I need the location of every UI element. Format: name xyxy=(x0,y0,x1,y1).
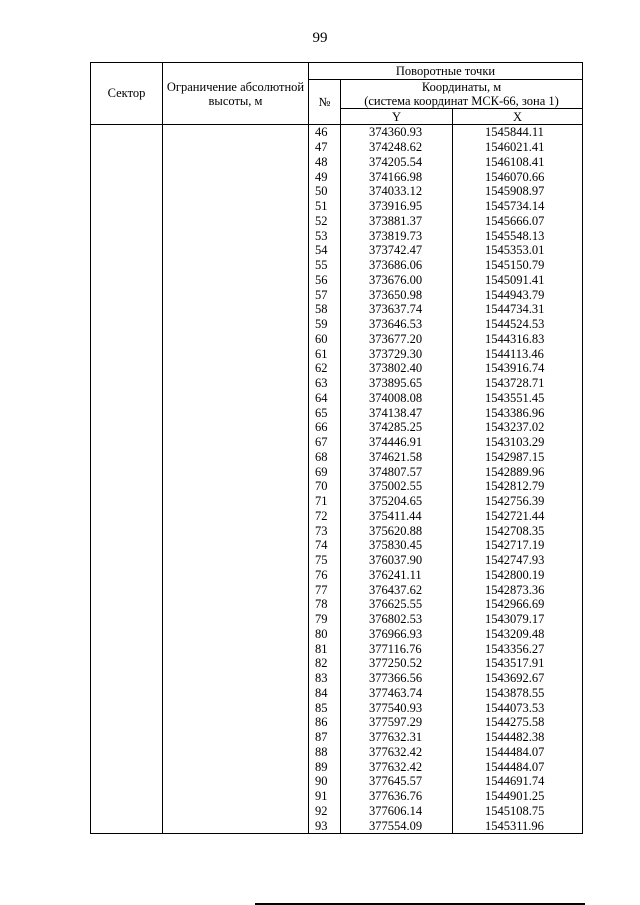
coordinate-y-cell: 373881.37 xyxy=(341,214,453,229)
coordinate-y-cell: 373895.65 xyxy=(341,376,453,391)
header-x: X xyxy=(453,109,583,125)
coordinate-x-cell: 1545908.97 xyxy=(453,184,583,199)
coordinate-y-cell: 374166.98 xyxy=(341,169,453,184)
header-number: № xyxy=(309,80,341,125)
point-number-cell: 50 xyxy=(309,184,341,199)
coordinate-y-cell: 377554.09 xyxy=(341,818,453,833)
header-coordinates-line1: Координаты, м xyxy=(421,80,502,94)
coordinate-y-cell: 374621.58 xyxy=(341,450,453,465)
coordinate-y-cell: 373650.98 xyxy=(341,287,453,302)
coordinate-x-cell: 1545548.13 xyxy=(453,228,583,243)
point-number-cell: 56 xyxy=(309,273,341,288)
coordinates-table xyxy=(90,62,583,834)
coordinate-y-cell: 373686.06 xyxy=(341,258,453,273)
point-number-cell: 78 xyxy=(309,597,341,612)
point-number-cell: 67 xyxy=(309,435,341,450)
coordinate-x-cell: 1543237.02 xyxy=(453,420,583,435)
coordinate-y-cell: 377606.14 xyxy=(341,804,453,819)
coordinate-y-cell: 373742.47 xyxy=(341,243,453,258)
coordinate-y-cell: 376625.55 xyxy=(341,597,453,612)
point-number-cell: 87 xyxy=(309,730,341,745)
point-number-cell: 83 xyxy=(309,671,341,686)
coordinate-x-cell: 1543209.48 xyxy=(453,627,583,642)
table-row xyxy=(91,125,583,140)
header-y: Y xyxy=(341,109,453,125)
point-number-cell: 81 xyxy=(309,641,341,656)
coordinate-x-cell: 1543356.27 xyxy=(453,641,583,656)
coordinate-y-cell: 373637.74 xyxy=(341,302,453,317)
coordinate-x-cell: 1544901.25 xyxy=(453,789,583,804)
coordinate-y-cell: 375002.55 xyxy=(341,479,453,494)
header-turning-points: Поворотные точки xyxy=(309,63,583,80)
coordinate-y-cell: 374205.54 xyxy=(341,155,453,170)
coordinate-y-cell: 377463.74 xyxy=(341,686,453,701)
coordinate-y-cell: 377597.29 xyxy=(341,715,453,730)
point-number-cell: 71 xyxy=(309,494,341,509)
coordinate-x-cell: 1543517.91 xyxy=(453,656,583,671)
point-number-cell: 68 xyxy=(309,450,341,465)
point-number-cell: 88 xyxy=(309,745,341,760)
point-number-cell: 89 xyxy=(309,759,341,774)
point-number-cell: 62 xyxy=(309,361,341,376)
point-number-cell: 72 xyxy=(309,509,341,524)
coordinate-y-cell: 377250.52 xyxy=(341,656,453,671)
point-number-cell: 75 xyxy=(309,553,341,568)
coordinate-x-cell: 1546070.66 xyxy=(453,169,583,184)
point-number-cell: 90 xyxy=(309,774,341,789)
point-number-cell: 91 xyxy=(309,789,341,804)
point-number-cell: 61 xyxy=(309,346,341,361)
coordinate-x-cell: 1546021.41 xyxy=(453,140,583,155)
coordinate-x-cell: 1543916.74 xyxy=(453,361,583,376)
coordinate-y-cell: 373676.00 xyxy=(341,273,453,288)
coordinate-y-cell: 376802.53 xyxy=(341,612,453,627)
point-number-cell: 64 xyxy=(309,391,341,406)
coordinate-x-cell: 1543551.45 xyxy=(453,391,583,406)
coordinate-y-cell: 376037.90 xyxy=(341,553,453,568)
point-number-cell: 52 xyxy=(309,214,341,229)
point-number-cell: 92 xyxy=(309,804,341,819)
point-number-cell: 77 xyxy=(309,582,341,597)
coordinate-x-cell: 1542873.36 xyxy=(453,582,583,597)
coordinate-x-cell: 1545091.41 xyxy=(453,273,583,288)
coordinate-y-cell: 377116.76 xyxy=(341,641,453,656)
coordinate-x-cell: 1543878.55 xyxy=(453,686,583,701)
coordinate-x-cell: 1545311.96 xyxy=(453,818,583,833)
header-coordinates-line2: (система координат МСК-66, зона 1) xyxy=(364,94,559,108)
point-number-cell: 86 xyxy=(309,715,341,730)
coordinate-y-cell: 377645.57 xyxy=(341,774,453,789)
point-number-cell: 70 xyxy=(309,479,341,494)
point-number-cell: 49 xyxy=(309,169,341,184)
coordinate-y-cell: 376437.62 xyxy=(341,582,453,597)
coordinate-x-cell: 1544524.53 xyxy=(453,317,583,332)
coordinate-x-cell: 1542756.39 xyxy=(453,494,583,509)
coordinate-y-cell: 375620.88 xyxy=(341,523,453,538)
coordinate-x-cell: 1544073.53 xyxy=(453,700,583,715)
coordinate-y-cell: 374807.57 xyxy=(341,464,453,479)
coordinate-y-cell: 373677.20 xyxy=(341,332,453,347)
point-number-cell: 82 xyxy=(309,656,341,671)
coordinate-x-cell: 1543692.67 xyxy=(453,671,583,686)
coordinate-y-cell: 374360.93 xyxy=(341,125,453,140)
coordinate-y-cell: 374033.12 xyxy=(341,184,453,199)
coordinate-x-cell: 1544316.83 xyxy=(453,332,583,347)
coordinate-x-cell: 1542708.35 xyxy=(453,523,583,538)
sector-cell xyxy=(91,125,163,834)
coordinate-x-cell: 1544113.46 xyxy=(453,346,583,361)
coordinate-y-cell: 377366.56 xyxy=(341,671,453,686)
header-coordinates xyxy=(341,80,583,109)
coordinate-y-cell: 374138.47 xyxy=(341,405,453,420)
coordinate-y-cell: 373819.73 xyxy=(341,228,453,243)
point-number-cell: 53 xyxy=(309,228,341,243)
point-number-cell: 93 xyxy=(309,818,341,833)
coordinate-y-cell: 374446.91 xyxy=(341,435,453,450)
table-header xyxy=(91,63,583,125)
coordinate-y-cell: 376241.11 xyxy=(341,568,453,583)
header-sector: Сектор xyxy=(91,63,163,125)
coordinate-y-cell: 373802.40 xyxy=(341,361,453,376)
coordinate-x-cell: 1545666.07 xyxy=(453,214,583,229)
point-number-cell: 69 xyxy=(309,464,341,479)
page-number: 99 xyxy=(312,30,328,46)
point-number-cell: 85 xyxy=(309,700,341,715)
coordinate-y-cell: 377632.42 xyxy=(341,745,453,760)
coordinate-y-cell: 377540.93 xyxy=(341,700,453,715)
header-height-limit: Ограничение абсолютной высоты, м xyxy=(163,63,309,125)
point-number-cell: 58 xyxy=(309,302,341,317)
coordinate-x-cell: 1542717.19 xyxy=(453,538,583,553)
point-number-cell: 55 xyxy=(309,258,341,273)
coordinate-x-cell: 1544734.31 xyxy=(453,302,583,317)
coordinate-x-cell: 1542889.96 xyxy=(453,464,583,479)
coordinate-y-cell: 374248.62 xyxy=(341,140,453,155)
point-number-cell: 59 xyxy=(309,317,341,332)
coordinate-x-cell: 1542747.93 xyxy=(453,553,583,568)
coordinate-x-cell: 1544484.07 xyxy=(453,745,583,760)
coordinate-y-cell: 375830.45 xyxy=(341,538,453,553)
coordinate-y-cell: 374285.25 xyxy=(341,420,453,435)
coordinate-y-cell: 377636.76 xyxy=(341,789,453,804)
point-number-cell: 60 xyxy=(309,332,341,347)
coordinate-x-cell: 1544275.58 xyxy=(453,715,583,730)
coordinate-y-cell: 374008.08 xyxy=(341,391,453,406)
point-number-cell: 74 xyxy=(309,538,341,553)
point-number-cell: 84 xyxy=(309,686,341,701)
point-number-cell: 79 xyxy=(309,612,341,627)
point-number-cell: 80 xyxy=(309,627,341,642)
coordinate-x-cell: 1542812.79 xyxy=(453,479,583,494)
coordinate-x-cell: 1542721.44 xyxy=(453,509,583,524)
point-number-cell: 54 xyxy=(309,243,341,258)
point-number-cell: 66 xyxy=(309,420,341,435)
coordinate-y-cell: 373729.30 xyxy=(341,346,453,361)
point-number-cell: 57 xyxy=(309,287,341,302)
coordinate-x-cell: 1544484.07 xyxy=(453,759,583,774)
coordinate-y-cell: 373646.53 xyxy=(341,317,453,332)
coordinate-x-cell: 1543728.71 xyxy=(453,376,583,391)
table-body xyxy=(91,125,583,834)
coordinate-x-cell: 1544943.79 xyxy=(453,287,583,302)
coordinate-x-cell: 1543386.96 xyxy=(453,405,583,420)
coordinate-x-cell: 1545108.75 xyxy=(453,804,583,819)
coordinate-x-cell: 1543079.17 xyxy=(453,612,583,627)
coordinate-y-cell: 376966.93 xyxy=(341,627,453,642)
point-number-cell: 73 xyxy=(309,523,341,538)
point-number-cell: 51 xyxy=(309,199,341,214)
coordinate-x-cell: 1544691.74 xyxy=(453,774,583,789)
coordinate-x-cell: 1545844.11 xyxy=(453,125,583,140)
coordinate-x-cell: 1542966.69 xyxy=(453,597,583,612)
coordinate-y-cell: 375204.65 xyxy=(341,494,453,509)
coordinate-x-cell: 1545150.79 xyxy=(453,258,583,273)
coordinate-y-cell: 375411.44 xyxy=(341,509,453,524)
coordinate-x-cell: 1545734.14 xyxy=(453,199,583,214)
coordinate-x-cell: 1546108.41 xyxy=(453,155,583,170)
coordinate-x-cell: 1545353.01 xyxy=(453,243,583,258)
coordinate-y-cell: 373916.95 xyxy=(341,199,453,214)
coordinate-x-cell: 1543103.29 xyxy=(453,435,583,450)
point-number-cell: 65 xyxy=(309,405,341,420)
coordinate-x-cell: 1544482.38 xyxy=(453,730,583,745)
coordinate-y-cell: 377632.31 xyxy=(341,730,453,745)
point-number-cell: 46 xyxy=(309,125,341,140)
coordinate-x-cell: 1542987.15 xyxy=(453,450,583,465)
point-number-cell: 48 xyxy=(309,155,341,170)
coordinate-y-cell: 377632.42 xyxy=(341,759,453,774)
height-limit-cell xyxy=(163,125,309,834)
point-number-cell: 47 xyxy=(309,140,341,155)
point-number-cell: 76 xyxy=(309,568,341,583)
coordinate-x-cell: 1542800.19 xyxy=(453,568,583,583)
point-number-cell: 63 xyxy=(309,376,341,391)
